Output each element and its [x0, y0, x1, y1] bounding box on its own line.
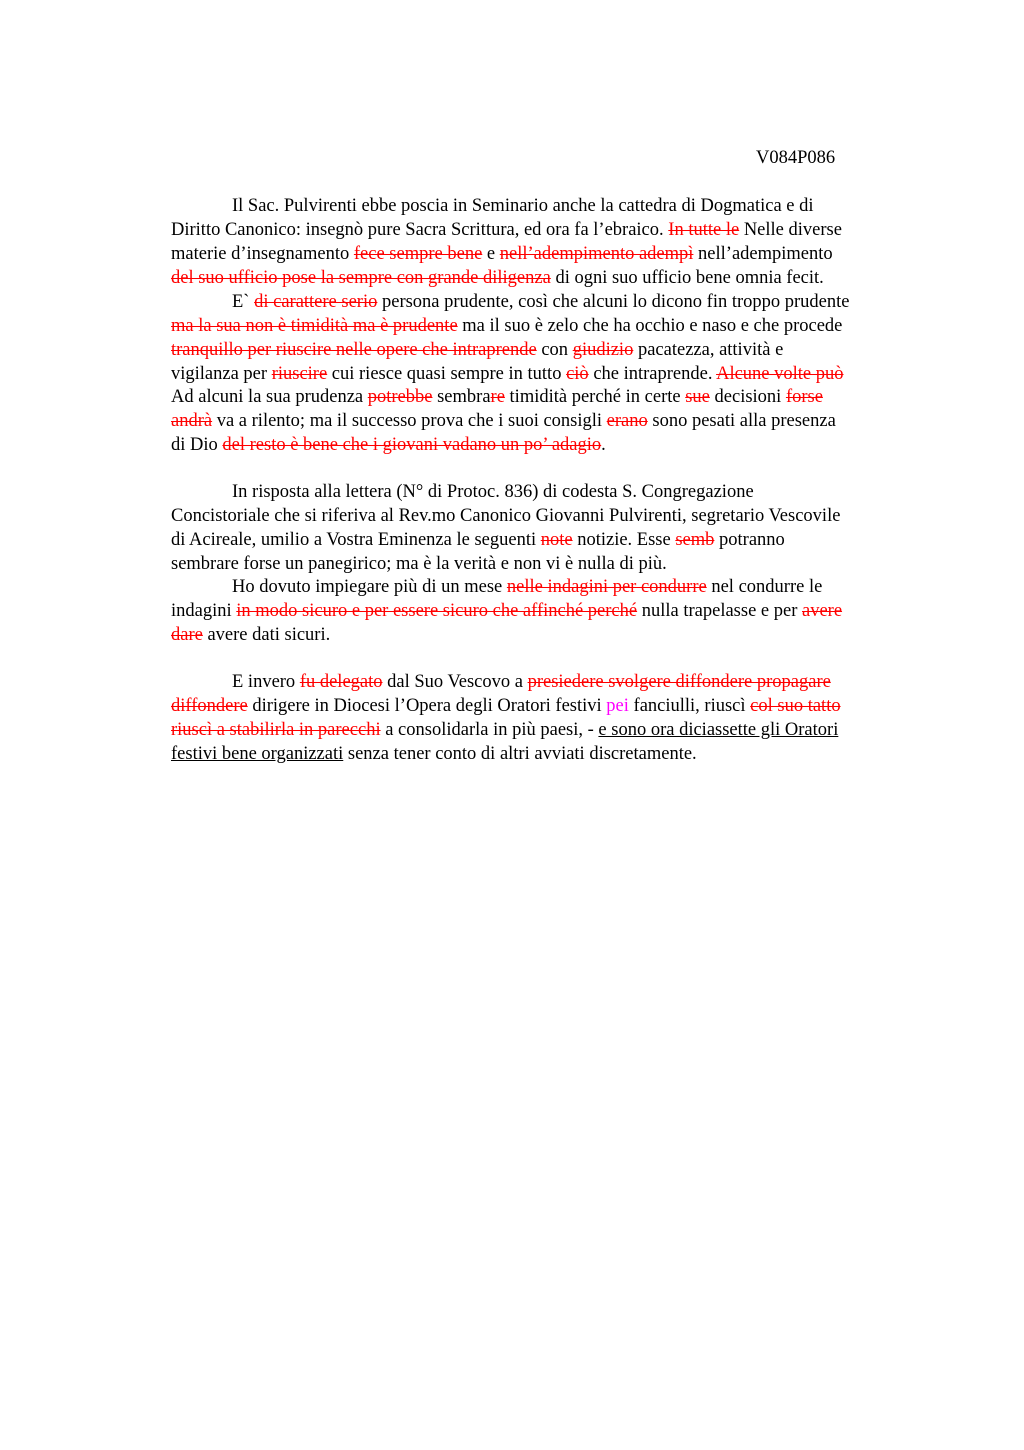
text-run: va a rilento; ma il successo prova che i suoi consigli [212, 411, 607, 431]
text-run: nulla trapelasse e per [637, 601, 802, 621]
text-run: sembrare forse un panegirico; ma è la verità e non vi è nulla di più. [171, 554, 667, 574]
text-line [171, 694, 931, 718]
text-run: persona prudente, così che alcuni lo dicono fin troppo prudente [377, 292, 850, 312]
text-run: vigilanza per [171, 364, 272, 384]
text-line [232, 575, 931, 599]
page-code: V084P086 [756, 148, 836, 168]
text-line [171, 599, 931, 623]
text-run: senza tener conto di altri avviati discretamente. [343, 744, 697, 764]
text-run: Nelle diverse [739, 220, 842, 240]
deleted-text: potrebbe [367, 387, 433, 407]
text-run: a consolidarla in più paesi, - [380, 720, 599, 740]
text-line [171, 385, 931, 409]
deleted-text: del suo ufficio pose la sempre con grande diligenza [171, 268, 551, 288]
text-run: potranno [714, 530, 785, 550]
deleted-text: forse [785, 387, 823, 407]
text-run: dirigere in Diocesi l’Opera degli Oratori festivi [247, 696, 607, 716]
text-run: In risposta alla lettera (N° di Protoc. 836) di codesta S. Congregazione [232, 482, 754, 502]
text-run: sono pesati alla presenza [647, 411, 836, 431]
deleted-text: nelle indagini per condurre [506, 577, 707, 597]
text-run: dal Suo Vescovo a [382, 672, 528, 692]
deleted-text: giudizio [572, 340, 634, 360]
inserted-text: pei [606, 696, 629, 716]
text-line [232, 670, 931, 694]
text-run: Concistoriale che si riferiva al Rev.mo Canonico Giovanni Pulvirenti, segretario Vescovile [171, 506, 841, 526]
deleted-text: in modo sicuro e per essere sicuro che affinché perché [236, 601, 638, 621]
text-run: e [482, 244, 500, 264]
text-run: Diritto Canonico: insegnò pure Sacra Scrittura, ed ora fa l’ebraico. [171, 220, 669, 240]
text-run: nel condurre le [706, 577, 823, 597]
deleted-text: In tutte le [668, 220, 740, 240]
text-run: avere dati sicuri. [202, 625, 331, 645]
text-line [171, 623, 931, 647]
text-run: Ho dovuto impiegare più di un mese [232, 577, 507, 597]
deleted-text: di carattere serio [254, 292, 378, 312]
text-line [171, 218, 931, 242]
text-line [171, 266, 931, 290]
deleted-text: erano [606, 411, 648, 431]
text-run: sembra [432, 387, 491, 407]
text-line [171, 242, 931, 266]
deleted-text: avere [802, 601, 843, 621]
deleted-text: semb [675, 530, 715, 550]
text-line [171, 742, 931, 766]
deleted-text: presiedere svolgere diffondere propagare [527, 672, 831, 692]
text-line [171, 718, 931, 742]
deleted-text: col suo tatto [750, 696, 841, 716]
deleted-text: nell’adempimento adempì [499, 244, 694, 264]
text-line [171, 552, 931, 576]
underlined-text: festivi bene organizzati [171, 744, 344, 764]
text-line [171, 528, 931, 552]
text-line [171, 504, 931, 528]
text-line [171, 314, 931, 338]
deleted-text: del resto è bene che i giovani vadano un po’ adagio [222, 435, 602, 455]
text-run: di ogni suo ufficio bene omnia fecit. [550, 268, 824, 288]
text-run: materie d’insegnamento [171, 244, 354, 264]
text-run: decisioni [709, 387, 786, 407]
text-run: fanciulli, riuscì [628, 696, 751, 716]
deleted-text: diffondere [171, 696, 248, 716]
deleted-text: fu delegato [299, 672, 383, 692]
text-run: nell’adempimento [693, 244, 833, 264]
text-run: di Dio [171, 435, 223, 455]
deleted-text: dare [171, 625, 203, 645]
deleted-text: tranquillo per riuscire nelle opere che intraprende [171, 340, 537, 360]
deleted-text: andrà [171, 411, 213, 431]
text-run: Il Sac. Pulvirenti ebbe poscia in Seminario anche la cattedra di Dogmatica e di [232, 196, 814, 216]
text-run: con [536, 340, 573, 360]
text-run: . [601, 435, 606, 455]
deleted-text: note [540, 530, 573, 550]
underlined-text: e sono ora diciassette gli Oratori [598, 720, 839, 740]
deleted-text: riuscì a stabilirla in parecchi [171, 720, 381, 740]
text-run: cui riesce quasi sempre in tutto [327, 364, 567, 384]
text-run: E` [232, 292, 255, 312]
deleted-text: re [490, 387, 505, 407]
text-run: di Acireale, umilio a Vostra Eminenza le seguenti [171, 530, 541, 550]
text-line [171, 362, 931, 386]
text-run: timidità perché in certe [504, 387, 686, 407]
text-run: E invero [232, 672, 300, 692]
text-line [232, 290, 931, 314]
text-line [171, 338, 931, 362]
text-line [171, 433, 931, 457]
text-run: notizie. Esse [572, 530, 676, 550]
deleted-text: ciò [566, 364, 589, 384]
text-run: indagini [171, 601, 237, 621]
text-line [171, 409, 931, 433]
text-run: che intraprende. [588, 364, 717, 384]
text-run: pacatezza, attività e [633, 340, 784, 360]
text-line [232, 194, 931, 218]
deleted-text: Alcune volte può [716, 364, 844, 384]
text-run: Ad alcuni la sua prudenza [171, 387, 368, 407]
deleted-text: fece sempre bene [353, 244, 483, 264]
deleted-text: riuscire [271, 364, 328, 384]
text-line [232, 480, 931, 504]
deleted-text: ma la sua non è timidità ma è prudente [171, 316, 458, 336]
deleted-text: sue [685, 387, 710, 407]
text-run: ma il suo è zelo che ha occhio e naso e che procede [457, 316, 843, 336]
